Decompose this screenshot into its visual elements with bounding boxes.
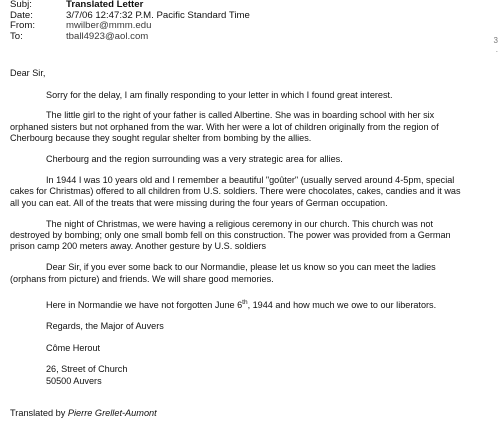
from-label: From: [10,20,36,32]
to-label: To: [10,30,23,42]
salutation: Dear Sir, [10,68,46,78]
closing-regards: Regards, the Major of Auvers [46,321,164,332]
credit-prefix: Translated by [10,408,68,418]
paragraph-line: orphaned sisters but not orphaned from the war. With her were a lot of children originally from the region of [10,121,439,132]
paragraph-cherbourg: Cherbourg and the region surrounding was a very strategic area for allies. [46,154,343,165]
signature-address [10,364,492,386]
paragraph-line: cakes for Christmas) offered to all children from U.S. soldiers. There were chocolates, cakes, candies and it was [10,186,461,197]
paragraph-line: all you can eat. All of the treats that were missing during the four years of German occupation. [10,197,388,208]
paragraph-june-6th [10,297,492,311]
paragraph-line: prison camp 200 meters away. Another gesture by U.S. soldiers [10,241,267,252]
letter-body [10,68,492,387]
corner-mark-top: 3 [493,36,498,45]
paragraph-albertine [10,110,492,144]
paragraph-line: In 1944 I was 10 years old and I remember a beautiful "goûter" (usually served around 4-5pm, special [46,175,455,186]
address-line: 26, Street of Church [46,364,128,375]
subject-label: Subj: [10,0,32,10]
date-value: 3/7/06 12:47:32 P.M. Pacific Standard Time [66,9,250,21]
address-line: 50500 Auvers [46,375,102,386]
signature-name: Côme Herout [46,343,101,354]
paragraph-christmas [10,219,492,253]
page-corner-mark [494,36,498,54]
to-row [10,32,250,43]
june-text-after: , 1944 and how much we owe to our liberators. [247,299,437,310]
to-email: tball4923@aol.com [66,30,149,42]
subject-value: Translated Letter [66,0,144,10]
paragraph-invitation [10,262,492,284]
email-header [10,0,250,42]
corner-mark-bottom: . [495,45,498,54]
subject-row [10,0,250,11]
paragraph-line: Cherbourg because they sought regular shelter from bombing by the allies. [10,132,312,143]
ordinal-suffix: th [242,298,248,306]
paragraph-apology: Sorry for the delay, I am finally responding to your letter in which I found great interest. [46,90,393,101]
paragraph-line: destroyed by bombing; only one small bomb fell on this construction. The power was provided from a German [10,230,451,241]
translator-name: Pierre Grellet-Aumont [67,408,157,418]
paragraph-line: Dear Sir, if you ever some back to our Normandie, please let us know so you can meet the ladies [46,262,436,273]
from-email: mwilber@mmm.edu [66,20,152,32]
date-label: Date: [10,9,33,21]
paragraph-line: The night of Christmas, we were having a religious ceremony in our church. This church was not [46,218,433,229]
paragraph-line: (orphans from picture) and friends. We will share good memories. [10,273,274,284]
paragraph-line: The little girl to the right of your father is called Albertine. She was in boarding school with her six [46,110,435,121]
paragraph-gouter [10,175,492,209]
translation-credit [10,408,157,418]
june-text-before: Here in Normandie we have not forgotten June 6 [46,299,243,310]
